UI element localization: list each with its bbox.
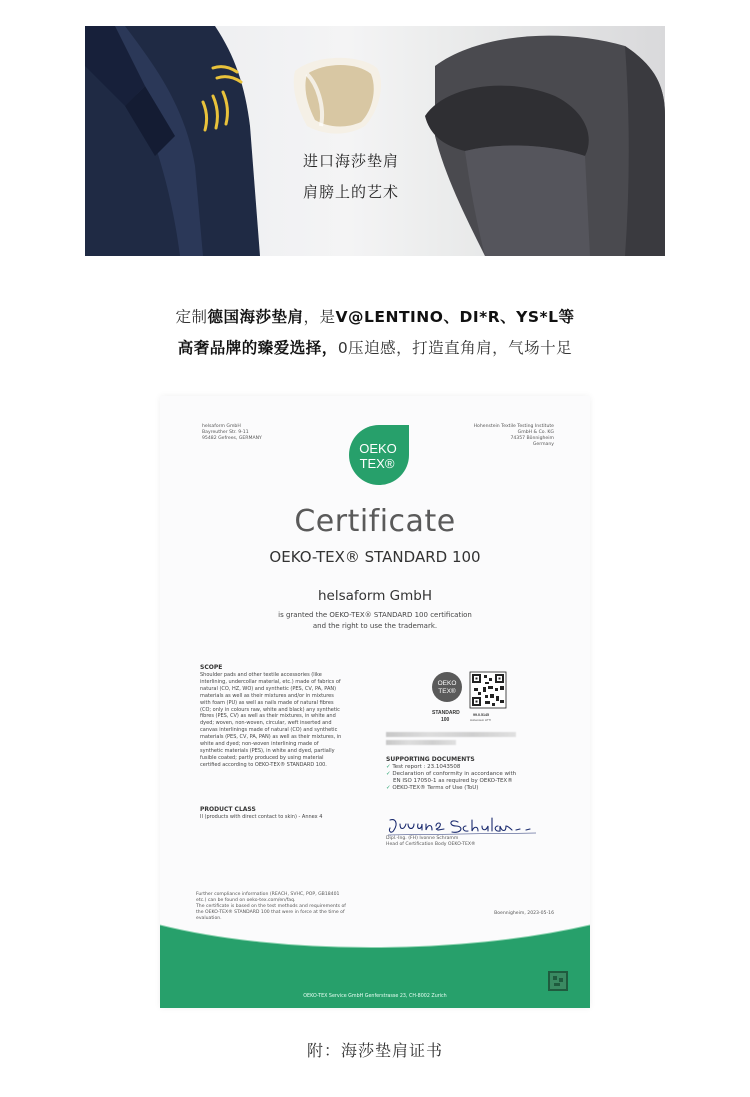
scope-line: dyed; woven, non-woven, circular, weft inserted and <box>200 720 332 727</box>
signer-title: Head of Certification Body OEKO-TEX® <box>386 842 476 847</box>
badge-logo-oeko: OEKO <box>437 680 457 687</box>
intro-emphasis: 德国海莎垫肩 <box>207 308 304 326</box>
scope-line: (CO; only in colours raw, white and black) any synthetic <box>200 706 340 713</box>
place-date: Boennigheim, 2023-05-16 <box>494 911 554 916</box>
intro-text: ，是 <box>303 308 336 326</box>
check-icon: ✓ <box>386 764 391 770</box>
blurred-text <box>386 740 456 745</box>
scope-text <box>200 672 378 769</box>
oeko-tex-certificate <box>160 396 590 1008</box>
supporting-item <box>386 771 561 778</box>
address-line: 74357 Bönnigheim <box>510 436 554 441</box>
note-line: evaluation. <box>196 916 222 921</box>
granted-line: and the right to use the trademark. <box>312 622 438 630</box>
intro-line-2 <box>0 336 750 358</box>
appendix-caption: 附：海莎垫肩证书 <box>306 1041 443 1060</box>
blurred-text <box>386 732 516 737</box>
intro-text: 0压迫感，打造直角肩，气场十足 <box>337 339 573 357</box>
issuer-address-left <box>202 424 262 442</box>
scope-line: materials (PES, CV, PA, PAN) as well as their mixtures, in <box>200 734 342 741</box>
badge-institute: Hohenstein HTTI <box>470 718 492 722</box>
note-line: etc.) can be found on oeko-tex.com/en/faq. <box>196 898 296 903</box>
address-line: Bayreuther Str. 9-11 <box>202 430 249 435</box>
note-line: The certificate is based on the test methods and requirements of <box>196 904 346 909</box>
product-class-heading: PRODUCT CLASS <box>200 806 256 813</box>
badge-logo-tex: TEX® <box>438 688 456 695</box>
scope-section <box>200 664 378 769</box>
scope-line: certified according to OEKO-TEX® STANDARD 100. <box>200 761 327 768</box>
scope-line: with foam (PU) as well as nails made of natural fibres <box>200 699 334 706</box>
address-line: helsaform GmbH <box>202 424 241 429</box>
hero-caption-line2: 肩膀上的艺术 <box>303 183 400 201</box>
supporting-item-text: OEKO-TEX® Terms of Use (ToU) <box>392 785 479 791</box>
issuer-address-right <box>474 424 554 448</box>
scope-line: fibres (PES, CV) as well as their mixtures, in white and <box>200 713 336 720</box>
scope-line: interlining, undercollar material, etc.) made of fabrics of <box>200 678 341 685</box>
hero-caption-line1: 进口海莎垫肩 <box>303 152 400 170</box>
intro-brands: V@LENTINO、DI*R、YS*L等 <box>335 308 575 326</box>
supporting-item-text: Declaration of conformity in accordance with <box>392 771 517 777</box>
scope-line: Shoulder pads and other textile accessories (like <box>200 672 322 678</box>
supporting-heading: SUPPORTING DOCUMENTS <box>386 756 475 763</box>
scope-heading: SCOPE <box>200 664 223 671</box>
signature-image <box>386 814 556 838</box>
address-line: 95482 Gefrees, GERMANY <box>202 436 262 441</box>
check-icon: ✓ <box>386 785 391 791</box>
service-address: OEKO-TEX Service GmbH Genferstrasse 23, CH-8002 Zurich <box>303 994 447 999</box>
certificate-title: Certificate <box>294 504 456 539</box>
intro-text: 定制 <box>175 308 208 326</box>
badge-number: 100 <box>441 717 450 723</box>
check-icon: ✓ <box>386 771 391 777</box>
hero-image <box>85 26 665 256</box>
supporting-item-continued: EN ISO 17050-1 as required by OEKO-TEX® <box>393 778 513 784</box>
scope-line: white and dyed; non-woven interlining made of <box>200 741 319 748</box>
hologram-icon <box>548 971 568 991</box>
scope-line: canvas interlinings made of natural (CO) and synthetic <box>200 727 338 734</box>
signer-caption <box>386 836 476 848</box>
address-line: Hohenstein Textile Testing Institute <box>473 424 554 429</box>
hero-caption <box>303 146 399 208</box>
oeko-tex-logo <box>347 423 411 487</box>
address-line: Germany <box>532 442 554 447</box>
product-class-text: II (products with direct contact to skin) - Annex 4 <box>200 814 323 820</box>
certificate-standard: OEKO-TEX® STANDARD 100 <box>269 548 481 566</box>
supporting-item <box>386 785 561 792</box>
supporting-item-text: Test report : 23.1043508 <box>392 764 461 770</box>
scope-line: synthetic materials (PES), in white and dyed, partially <box>200 747 335 754</box>
note-line: Further compliance information (REACH, SVHC, POP, GB18401 <box>196 892 340 897</box>
logo-text-oeko: OEKO <box>359 441 397 456</box>
note-line: the OEKO-TEX® STANDARD 100 that were in force at the time of <box>196 910 345 915</box>
badge-code: 99.0.5145 <box>473 713 489 717</box>
badge-standard: STANDARD <box>432 710 460 716</box>
address-line: GmbH & Co. KG <box>517 430 554 435</box>
intro-emphasis: 高奢品牌的臻爱选择， <box>177 339 338 357</box>
shoulder-pad-photo <box>85 26 665 256</box>
scope-line: natural (CO, HZ, WO) and synthetic (PES, CV, PA, PAN) <box>200 685 337 692</box>
scope-line: fusible coated; partly produced by using material <box>200 754 324 761</box>
supporting-item <box>386 764 561 771</box>
granted-statement <box>160 610 590 632</box>
logo-text-tex: TEX® <box>359 456 395 471</box>
signer-name: Dipl.-Ing. (FH) Ivonne Schramm <box>386 836 459 841</box>
intro-line-1 <box>0 305 750 327</box>
granted-line: is granted the OEKO-TEX® STANDARD 100 certification <box>278 611 472 619</box>
supporting-documents <box>386 756 561 792</box>
certified-company: helsaform GmbH <box>317 588 433 604</box>
qr-code-icon <box>470 672 506 708</box>
standard-100-label <box>430 670 512 730</box>
scope-line: materials as well as their mixtures and/or in mixtures <box>200 692 334 699</box>
product-class-section <box>200 806 378 821</box>
